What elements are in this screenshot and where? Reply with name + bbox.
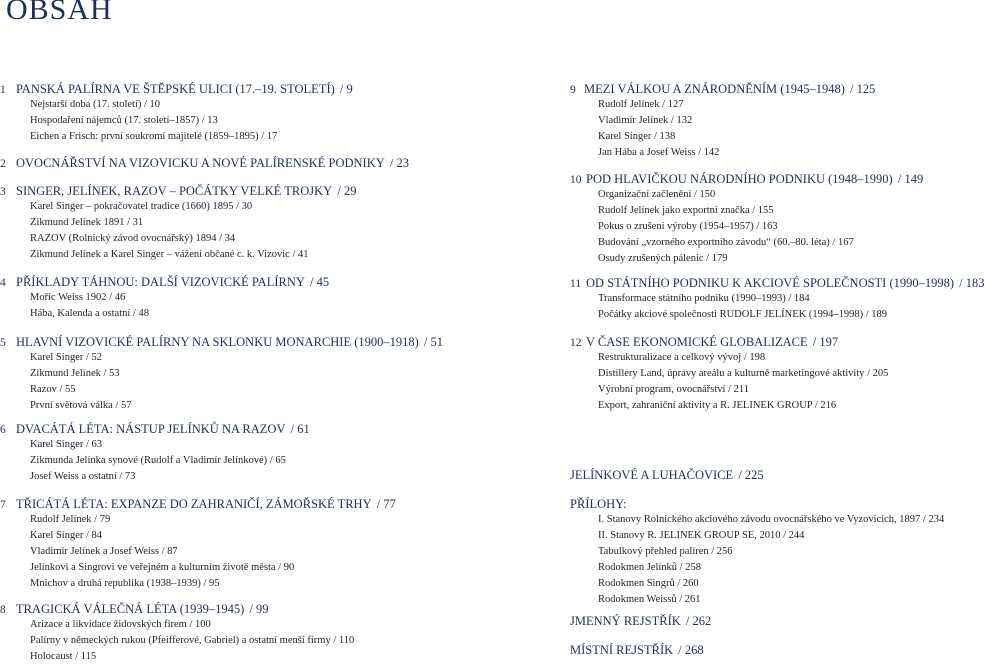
subchapter-item[interactable]: Rudolf Jelínek jako exportní značka / 155	[598, 205, 774, 216]
chapter-page: / 183	[956, 276, 985, 290]
chapter-title: TRAGICKÁ VÁLEČNÁ LÉTA (1939–1945)	[16, 602, 245, 616]
chapter-number: 6	[0, 424, 6, 436]
chapter-heading[interactable]	[570, 613, 711, 629]
chapter-page: / 51	[420, 335, 444, 349]
subchapter-item[interactable]: Mnichov a druhá republika (1938–1939) / 95	[30, 578, 220, 589]
subchapter-item[interactable]: Rodokmen Weissů / 261	[598, 594, 701, 605]
chapter-heading[interactable]	[0, 81, 353, 97]
chapter-title: HLAVNÍ VIZOVICKÉ PALÍRNY NA SKLONKU MONARCHIE (1900–1918)	[16, 335, 419, 349]
chapter-title: PANSKÁ PALÍRNA VE ŠTĚPSKÉ ULICI (17.–19. STOLETÍ)	[16, 82, 335, 96]
subchapter-item[interactable]: Transformace státního podniku (1990–1993) / 184	[598, 293, 810, 304]
chapter-title: POD HLAVIČKOU NÁRODNÍHO PODNIKU (1948–1990)	[586, 172, 893, 186]
chapter-number: 2	[0, 158, 6, 170]
toc-chapter	[0, 274, 329, 322]
subchapter-item[interactable]: Karel Singer / 52	[30, 352, 103, 363]
subchapter-item[interactable]: Palírny v německých rukou (Pfeifferové, Gabriel) a ostatní menší firmy / 110	[30, 635, 355, 646]
subchapter-item[interactable]: Eichen a Frisch: první soukromí majitelé (1859–1895) / 17	[30, 131, 278, 142]
subchapter-item[interactable]: Vladimír Jelínek a Josef Weiss / 87	[30, 546, 178, 557]
chapter-title: MEZI VÁLKOU A ZNÁRODNĚNÍM (1945–1948)	[584, 82, 845, 96]
subchapter-item[interactable]: Počátky akciové společnosti RUDOLF JELÍNEK (1994–1998) / 189	[598, 309, 888, 320]
subchapter-item[interactable]: Karel Singer / 84	[30, 530, 103, 541]
toc-chapter	[570, 496, 944, 608]
chapter-number: 12	[570, 337, 582, 349]
subchapter-item[interactable]: Jan Hába a Josef Weiss / 142	[598, 147, 720, 158]
subchapter-item[interactable]: Rodokmen Jelínků / 258	[598, 562, 701, 573]
chapter-number: 8	[0, 604, 6, 616]
toc-chapter	[0, 183, 356, 263]
subchapter-item[interactable]: Nejstarší doba (17. století) / 10	[30, 99, 161, 110]
chapter-title: JMENNÝ REJSTŘÍK	[570, 614, 681, 628]
chapter-page: / 149	[894, 172, 924, 186]
toc-chapter	[570, 467, 764, 483]
subchapter-item[interactable]: Restrukturalizace a celkový vývoj / 198	[598, 352, 766, 363]
toc-chapter	[570, 642, 704, 658]
toc-chapter	[0, 601, 354, 665]
subchapter-item[interactable]: Karel Singer / 63	[30, 439, 103, 450]
chapter-title: DVACÁTÁ LÉTA: NÁSTUP JELÍNKŮ NA RAZOV	[16, 422, 286, 436]
chapter-title: V ČASE EKONOMICKÉ GLOBALIZACE	[586, 335, 808, 349]
toc-chapter	[0, 421, 310, 485]
chapter-number: 1	[0, 84, 6, 96]
chapter-page: / 125	[846, 82, 876, 96]
subchapter-item[interactable]: Zikmund Jelínek / 53	[30, 368, 120, 379]
chapter-heading[interactable]	[0, 334, 443, 350]
subchapter-item[interactable]: Distillery Land, úpravy areálu a kulturně marketingové aktivity / 205	[598, 368, 889, 379]
chapter-heading[interactable]	[0, 496, 396, 512]
chapter-page: / 262	[682, 614, 712, 628]
chapter-number: 7	[0, 499, 6, 511]
subchapter-item[interactable]: RAZOV (Rolnický závod ovocnářský) 1894 / 34	[30, 233, 236, 244]
chapter-title: OD STÁTNÍHO PODNIKU K AKCIOVÉ SPOLEČNOSTI (1990–1998)	[586, 276, 955, 290]
chapter-title: JELÍNKOVÉ A LUHAČOVICE	[570, 468, 734, 482]
chapter-heading[interactable]	[570, 81, 875, 97]
subchapter-item[interactable]: Holocaust / 115	[30, 651, 97, 662]
chapter-page: / 77	[373, 497, 396, 511]
subchapter-item[interactable]: Zikmund Jelínek a Karel Singer – vážení občané c. k. Vizovic / 41	[30, 249, 309, 260]
subchapter-item[interactable]: Josef Weiss a ostatní / 73	[30, 471, 136, 482]
toc-chapter	[0, 155, 409, 171]
subchapter-item[interactable]: Jelínkovi a Singrovi ve veřejném a kulturním životě města / 90	[30, 562, 295, 573]
chapter-page: / 197	[809, 335, 839, 349]
chapter-page: / 61	[287, 422, 310, 436]
chapter-heading[interactable]	[570, 334, 888, 350]
subchapter-item[interactable]: Rodokmen Singrů / 260	[598, 578, 699, 589]
chapter-number: 10	[570, 174, 582, 186]
chapter-number: 11	[570, 278, 582, 290]
toc-chapter	[0, 334, 443, 414]
chapter-heading[interactable]	[570, 171, 923, 187]
chapter-number: 9	[570, 84, 576, 96]
chapter-page: / 99	[246, 602, 269, 616]
chapter-title: SINGER, JELÍNEK, RAZOV – POČÁTKY VELKÉ TROJKY	[16, 184, 333, 198]
toc-chapter	[0, 496, 396, 592]
chapter-heading[interactable]	[0, 601, 354, 617]
subchapter-item[interactable]: Osudy zrušených pálenic / 179	[598, 253, 728, 264]
subchapter-item[interactable]: Tabulkový přehled palíren / 256	[598, 546, 733, 557]
subchapter-item[interactable]: Pokus o zrušení výroby (1954–1957) / 163	[598, 221, 778, 232]
chapter-heading[interactable]	[0, 274, 329, 290]
subchapter-item[interactable]: Karel Singer / 138	[598, 131, 676, 142]
subchapter-item[interactable]: Organizační začlenění / 150	[598, 189, 716, 200]
subchapter-item[interactable]: I. Stanovy Rolnického akciového závodu ovocnářského ve Vyzovicích, 1897 / 234	[598, 514, 945, 525]
subchapter-item[interactable]: Razov / 55	[30, 384, 76, 395]
subchapter-item[interactable]: Rudolf Jelínek / 127	[598, 99, 684, 110]
chapter-heading[interactable]	[570, 275, 985, 291]
subchapter-item[interactable]: Export, zahraniční aktivity a R. JELINEK GROUP / 216	[598, 400, 837, 411]
chapter-heading[interactable]	[570, 467, 764, 483]
chapter-title: PŘÍLOHY:	[570, 497, 627, 511]
subchapter-item[interactable]: Mořic Weiss 1902 / 46	[30, 292, 126, 303]
chapter-heading[interactable]	[570, 642, 704, 658]
chapter-page: / 268	[675, 643, 704, 657]
subchapter-item[interactable]: Hába, Kalenda a ostatní / 48	[30, 308, 149, 319]
toc-chapter	[570, 81, 875, 161]
chapter-title: OVOCNÁŘSTVÍ NA VIZOVICKU A NOVÉ PALÍRENSKÉ PODNIKY	[16, 156, 385, 170]
toc-chapter	[0, 81, 353, 145]
subchapter-item[interactable]: Vladimír Jelínek / 132	[598, 115, 693, 126]
subchapter-item[interactable]: Výrobní program, ovocnářství / 211	[598, 384, 749, 395]
subchapter-item[interactable]: První světová válka / 57	[30, 400, 132, 411]
chapter-page: / 225	[735, 468, 764, 482]
page-title: OBSAH	[6, 0, 113, 26]
toc-chapter	[570, 275, 985, 323]
subchapter-item[interactable]: II. Stanovy R. JELINEK GROUP SE, 2010 / 244	[598, 530, 805, 541]
subchapter-item[interactable]: Hospodaření nájemců (17. století–1857) / 13	[30, 115, 218, 126]
chapter-heading[interactable]	[0, 155, 409, 171]
chapter-page: / 9	[336, 82, 353, 96]
subchapter-item[interactable]: Rudolf Jelínek / 79	[30, 514, 111, 525]
chapter-page: / 45	[306, 275, 330, 289]
chapter-page: / 29	[334, 184, 357, 198]
chapter-number: 4	[0, 277, 6, 289]
subchapter-item[interactable]: Zikmunda Jelínka synové (Rudolf a Vladimír Jelínkové) / 65	[30, 455, 286, 466]
chapter-page: / 23	[386, 156, 410, 170]
chapter-number: 5	[0, 337, 6, 349]
subchapter-item[interactable]: Karel Singer – pokračovatel tradice (1660) 1895 / 30	[30, 201, 253, 212]
chapter-heading[interactable]	[0, 183, 356, 199]
toc-chapter	[570, 613, 711, 629]
subchapter-item[interactable]: Arizace a likvidace židovských firem / 100	[30, 619, 211, 630]
toc-chapter	[570, 334, 888, 414]
chapter-heading[interactable]	[570, 496, 944, 512]
subchapter-item[interactable]: Budování „vzorného exportního závodu“ (60.–80. léta) / 167	[598, 237, 854, 248]
chapter-title: PŘÍKLADY TÁHNOU: DALŠÍ VIZOVICKÉ PALÍRNY	[16, 275, 305, 289]
toc-chapter	[570, 171, 923, 267]
chapter-number: 3	[0, 186, 6, 198]
chapter-heading[interactable]	[0, 421, 310, 437]
chapter-title: MÍSTNÍ REJSTŘÍK	[570, 643, 674, 657]
chapter-title: TŘICÁTÁ LÉTA: EXPANZE DO ZAHRANIČÍ, ZÁMOŘSKÉ TRHY	[16, 497, 372, 511]
subchapter-item[interactable]: Zikmund Jelínek 1891 / 31	[30, 217, 144, 228]
